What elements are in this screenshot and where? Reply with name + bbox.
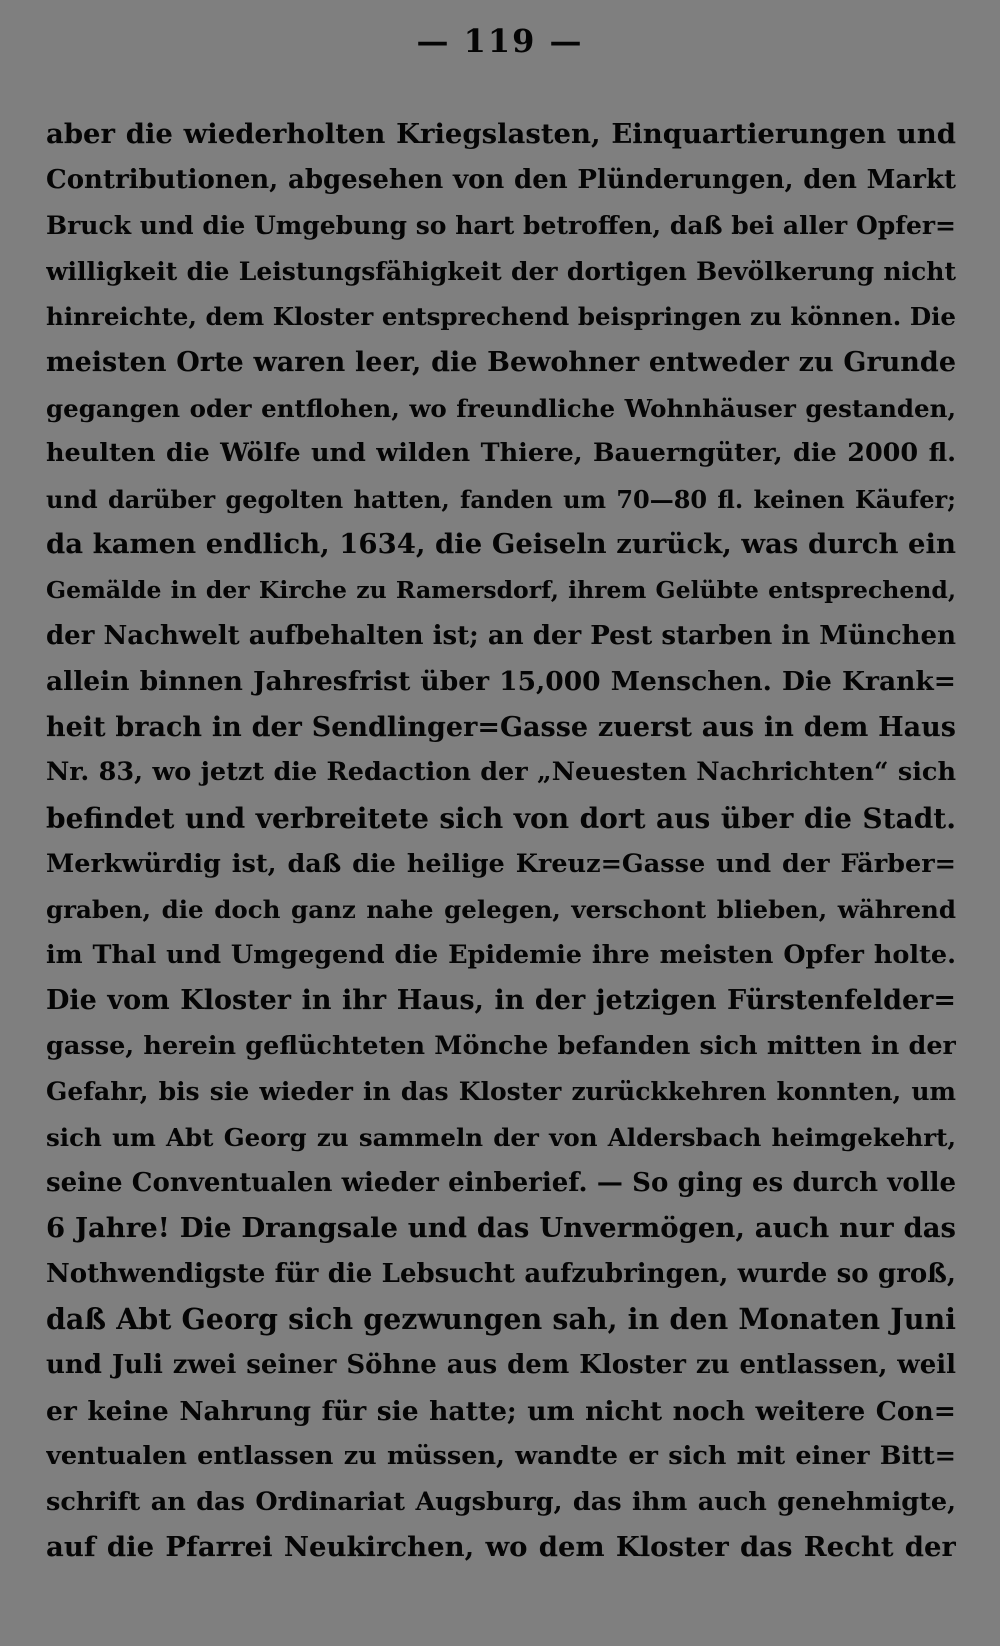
text-line: befindet und verbreitete sich von dort aus über die Stadt. [46,801,956,835]
text-line: seine Conventualen wieder einberief. — So ging es durch volle [46,1167,956,1198]
text-line: aber die wiederholten Kriegslasten, Einquartierungen und [46,118,956,150]
text-line: Gefahr, bis sie wieder in das Kloster zurückkehren konnten, um [46,1077,956,1107]
text-line: ventualen entlassen zu müssen, wandte er sich mit einer Bitt= [46,1441,956,1472]
text-line: heulten die Wölfe und wilden Thiere, Bauerngüter, die 2000 fl. [46,438,956,469]
text-line: sich um Abt Georg zu sammeln der von Aldersbach heimgekehrt, [46,1123,956,1153]
text-line: heit brach in der Sendlinger=Gasse zuerst aus in dem Haus [46,711,956,743]
text-line: der Nachwelt aufbehalten ist; an der Pest starben in München [46,620,956,651]
text-line: daß Abt Georg sich gezwungen sah, in den Monaten Juni [46,1302,956,1337]
text-line: Merkwürdig ist, daß die heilige Kreuz=Gasse und der Färber= [46,848,956,879]
text-line: und Juli zwei seiner Söhne aus dem Kloster zu entlassen, weil [46,1350,956,1381]
text-line: Nothwendigste für die Lebsucht aufzubringen, wurde so groß, [46,1258,956,1289]
text-line: Nr. 83, wo jetzt die Redaction der „Neuesten Nachrichten“ sich [46,757,956,788]
text-line: Contributionen, abgesehen von den Plünderungen, den Markt [46,164,956,195]
text-line: allein binnen Jahresfrist über 15,000 Menschen. Die Krank= [46,666,956,698]
text-line: gasse, herein geflüchteten Mönche befanden sich mitten in der [46,1030,956,1061]
text-line: meisten Orte waren leer, die Bewohner entweder zu Grunde [46,346,956,378]
body-text [46,112,956,1571]
text-line: gegangen oder entflohen, wo freundliche Wohnhäuser gestanden, [46,393,956,423]
text-line: schrift an das Ordinariat Augsburg, das ihm auch genehmigte, [46,1486,956,1517]
text-line: er keine Nahrung für sie hatte; um nicht noch weitere Con= [46,1395,956,1427]
text-line: da kamen endlich, 1634, die Geiseln zurück, was durch ein [46,528,956,561]
text-line: Die vom Kloster in ihr Haus, in der jetzigen Fürstenfelder= [46,985,956,1017]
text-line: Bruck und die Umgebung so hart betroffen, daß bei aller Opfer= [46,211,956,241]
text-line: auf die Pfarrei Neukirchen, wo dem Kloster das Recht der [46,1531,956,1564]
text-line: 6 Jahre! Die Drangsale und das Unvermögen, auch nur das [46,1212,956,1245]
text-line: graben, die doch ganz nahe gelegen, verschont blieben, während [46,895,956,925]
page-number: — 119 — [416,22,584,60]
text-line: willigkeit die Leistungsfähigkeit der dortigen Bevölkerung nicht [46,256,956,286]
text-line: und darüber gegolten hatten, fanden um 70—80 fl. keinen Käufer; [46,484,956,514]
text-line: hinreichte, dem Kloster entsprechend beispringen zu können. Die [46,302,956,332]
text-line: im Thal und Umgegend die Epidemie ihre meisten Opfer holte. [46,939,956,970]
text-line: Gemälde in der Kirche zu Ramersdorf, ihrem Gelübte entsprechend, [46,575,956,604]
